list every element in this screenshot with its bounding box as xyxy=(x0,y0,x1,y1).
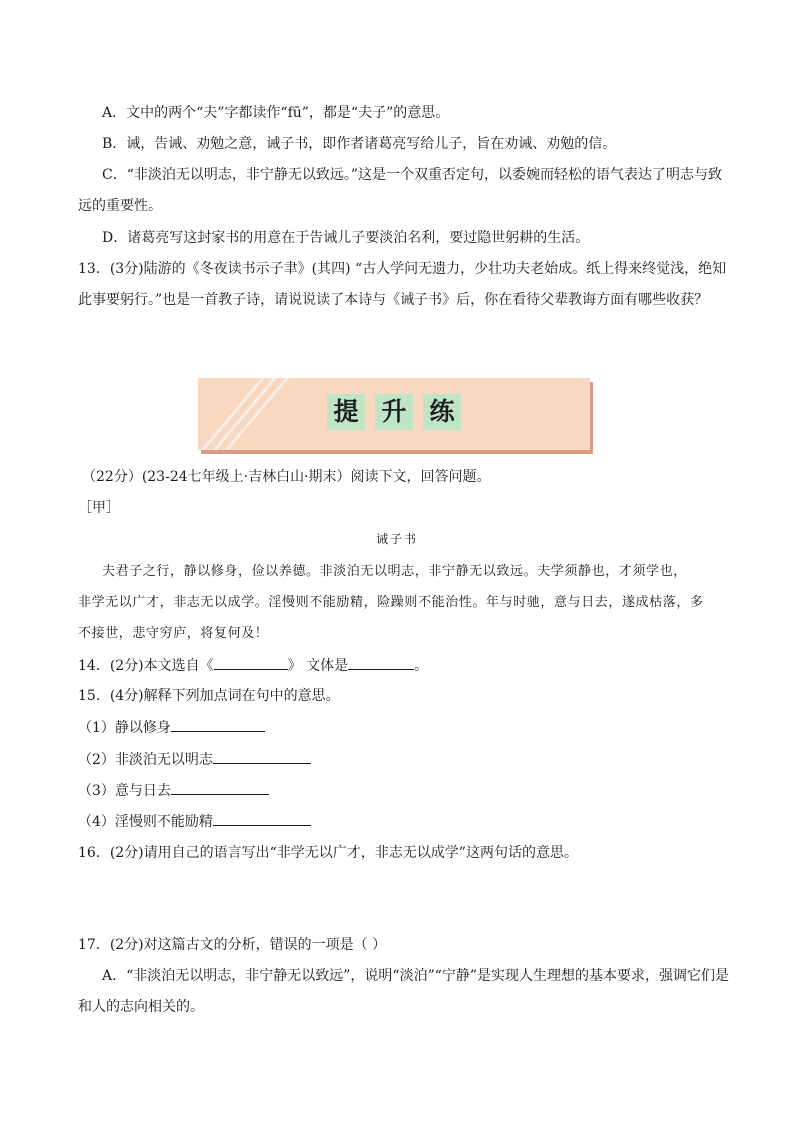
q14-blank-genre[interactable] xyxy=(348,655,414,670)
q15-item-1 xyxy=(78,717,265,738)
q12-option-d: D．诸葛亮写这封家书的用意在于告诫儿子要淡泊名利，要过隐世躬耕的生活。 xyxy=(102,230,590,246)
q15-item-3-blank[interactable] xyxy=(171,780,269,795)
q14-suffix: 。 xyxy=(414,658,429,674)
passage-line-2: 非学无以广才，非志无以成学。淫慢则不能励精，险躁则不能治性。年与时驰，意与日去，遂成枯落，多 xyxy=(78,595,704,610)
passage-line-1: 夫君子之行，静以修身，俭以养德。非淡泊无以明志，非宁静无以致远。夫学须静也，才须学也， xyxy=(102,564,687,579)
q15-item-4-label: （4）淫慢则不能励精 xyxy=(78,814,213,830)
banner-char-1: 提 xyxy=(327,394,365,430)
q17-option-a: A．“非淡泊无以明志，非宁静无以致远”，说明“淡泊”“宁静”是实现人生理想的基本要求，强调它们是 xyxy=(102,968,730,984)
q17-text: 17．(2分)对这篇古文的分析，错误的一项是（ ） xyxy=(78,937,387,953)
q13-text-line2: 此事要躬行。”也是一首教子诗，请说说读了本诗与《诫子书》后，你在看待父辈教诲方面有哪些收获？ xyxy=(78,292,709,308)
q15-item-2-blank[interactable] xyxy=(213,749,311,764)
section-banner xyxy=(198,378,590,450)
q14 xyxy=(78,655,428,676)
q12-option-a: A．文中的两个“夫”字都读作“fū”，都是“夫子”的意思。 xyxy=(102,105,450,121)
section-label: ［甲］ xyxy=(78,500,120,516)
q15-item-1-label: （1）静以修身 xyxy=(78,720,171,736)
q12-option-c: C．“非淡泊无以明志，非宁静无以致远。”这是一个双重否定句，以委婉而轻松的语气表达了明志与致 xyxy=(102,167,723,183)
q15-item-4-blank[interactable] xyxy=(213,811,311,826)
banner-char-3: 练 xyxy=(423,394,461,430)
q15-item-1-blank[interactable] xyxy=(171,717,265,732)
section-intro: （22分）(23-24七年级上·吉林白山·期末）阅读下文，回答问题。 xyxy=(82,469,491,485)
q15-text: 15．(4分)解释下列加点词在句中的意思。 xyxy=(78,688,340,704)
passage-title: 诫子书 xyxy=(375,532,418,546)
q14-middle: 》 文体是 xyxy=(287,658,349,674)
q15-item-3-label: （3）意与日去 xyxy=(78,783,171,799)
q15-item-4 xyxy=(78,811,311,832)
banner-char-2: 升 xyxy=(375,394,413,430)
q13-text-line1: 13．(3分)陆游的《冬夜读书示子聿》(其四) “古人学问无遗力，少壮功夫老始成。纸上得来终觉浅，绝知 xyxy=(78,261,727,277)
q14-blank-source[interactable] xyxy=(214,655,288,670)
q17-option-a-continued: 和人的志向相关的。 xyxy=(78,999,204,1015)
passage-line-3: 不接世，悲守穷庐，将复何及！ xyxy=(78,626,269,641)
q14-prefix: 14．(2分)本文选自《 xyxy=(78,658,214,674)
q12-option-b: B．诫，告诫、劝勉之意，诫子书，即作者诸葛亮写给儿子，旨在劝诫、劝勉的信。 xyxy=(102,136,617,152)
q16-text: 16．(2分)请用自己的语言写出“非学无以广才，非志无以成学”这两句话的意思。 xyxy=(78,845,578,861)
q12-option-c-continued: 远的重要性。 xyxy=(78,198,162,214)
q15-item-2 xyxy=(78,749,311,770)
q15-item-3 xyxy=(78,780,269,801)
q15-item-2-label: （2）非淡泊无以明志 xyxy=(78,752,213,768)
